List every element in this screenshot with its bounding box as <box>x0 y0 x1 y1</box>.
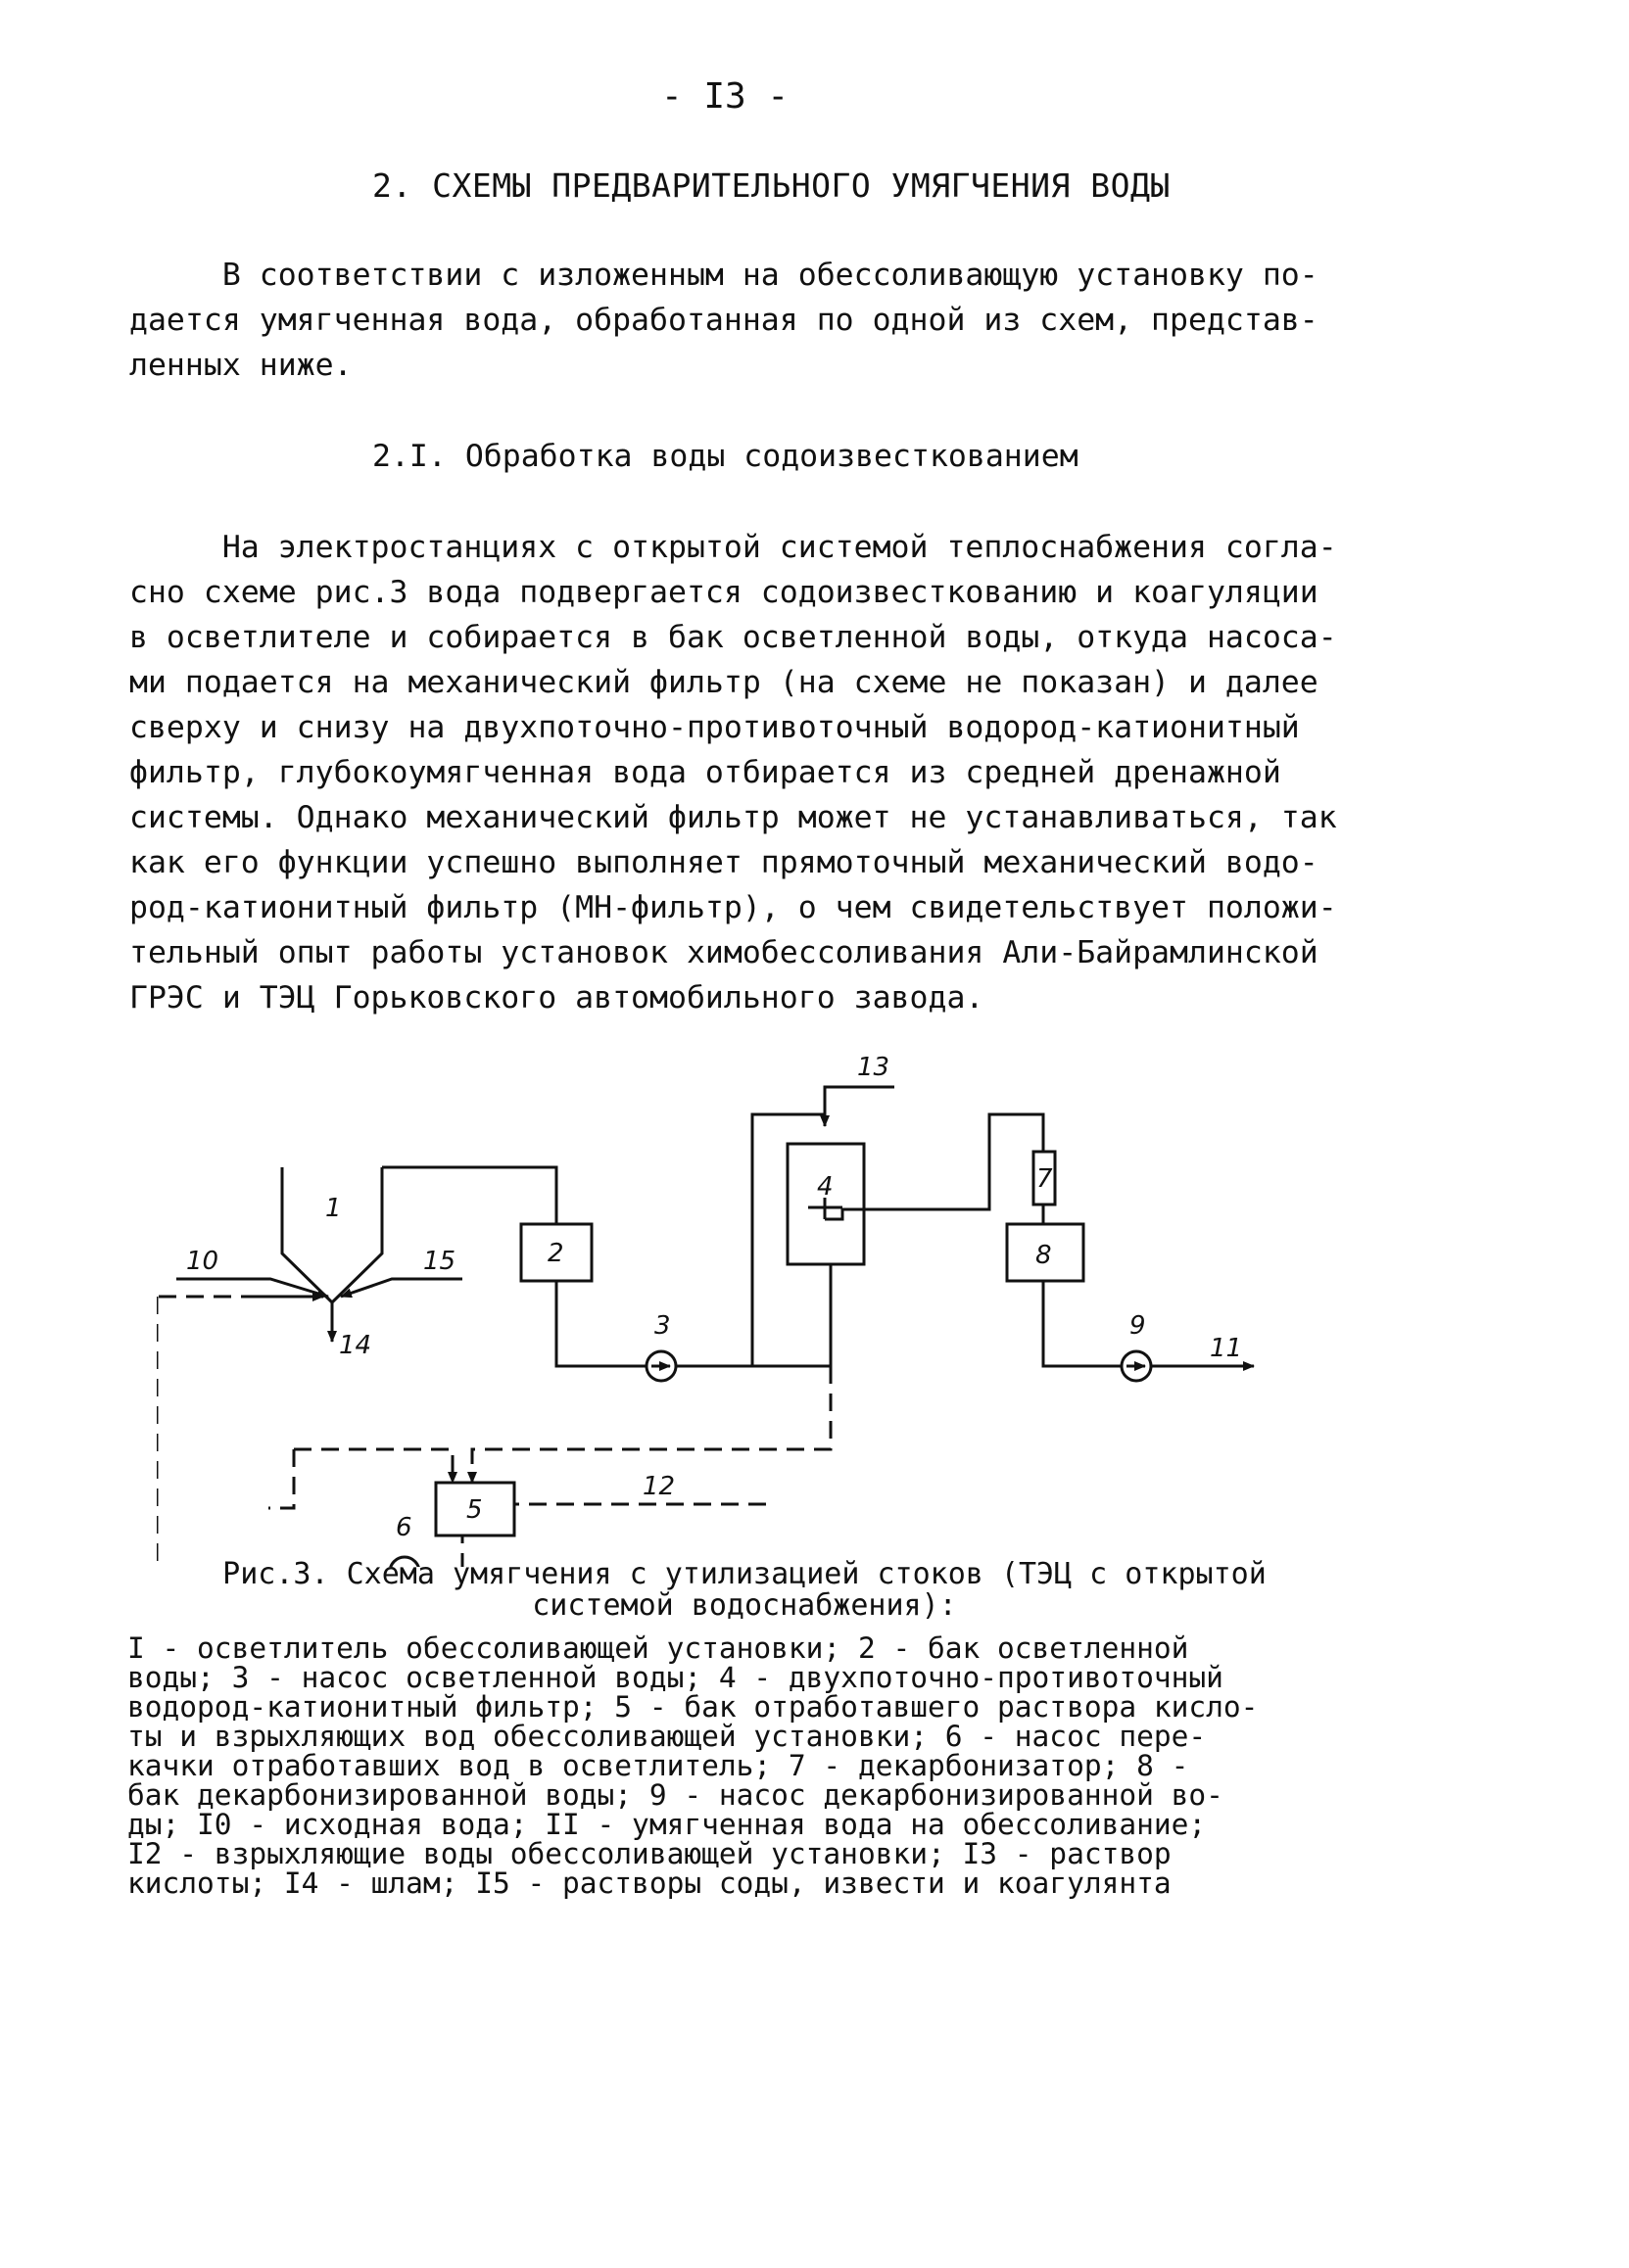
softening-scheme-diagram <box>157 1018 1283 1567</box>
body-paragraph: На электростанциях с открытой системой теплоснабжения согла- сно схеме рис.3 вода подвергается содоизвесткованию и коагуляции в осветлителе и собирается в бак осветленной воды, откуда насоса- ми подается на механический фильтр (на схеме не показан) и далее сверху и снизу на двухпоточно-противоточный водород-катионитный фильтр, глубокоумягченная вода отбирается из средней дренажной системы. Однако механический фильтр может не устанавливаться, так как его функции успешно выполняет прямоточный механический водо- род-катионитный фильтр (МН-фильтр), о чем свидетельствует положи- тельный опыт работы установок химобессоливания Али-Байрамлинской ГРЭС и ТЭЦ Горьковского автомобильного завода. <box>129 530 1337 1016</box>
label-15: 15 <box>423 1247 456 1276</box>
figure-caption: Рис.3. Схема умягчения с утилизацией стоков (ТЭЦ с открытой системой водоснабжения): <box>222 1557 1267 1623</box>
label-3: 3 <box>654 1311 671 1341</box>
label-1: 1 <box>325 1194 342 1223</box>
section-title: 2. СХЕМЫ ПРЕДВАРИТЕЛЬНОГО УМЯГЧЕНИЯ ВОДЫ <box>372 166 1171 205</box>
label-8: 8 <box>1035 1241 1052 1270</box>
label-9: 9 <box>1129 1311 1146 1341</box>
label-11: 11 <box>1210 1334 1243 1363</box>
label-6: 6 <box>396 1513 412 1542</box>
label-10: 10 <box>186 1247 219 1276</box>
label-13: 13 <box>857 1053 890 1082</box>
label-2: 2 <box>548 1239 564 1268</box>
label-14: 14 <box>339 1331 372 1360</box>
intro-paragraph: В соответствии с изложенным на обессоливающую установку по- дается умягченная вода, обработанная по одной из схем, представ- ленных ниже. <box>129 258 1318 383</box>
page-number: - I3 - <box>660 76 790 117</box>
subsection-title: 2.I. Обработка воды содоизвесткованием <box>372 439 1078 474</box>
clarifier-1 <box>282 1167 382 1302</box>
label-5: 5 <box>466 1495 483 1525</box>
label-4: 4 <box>817 1172 834 1202</box>
label-7: 7 <box>1036 1164 1053 1194</box>
label-12: 12 <box>643 1472 676 1501</box>
figure-legend: I - осветлитель обессоливающей установки; 2 - бак осветленной воды; 3 - насос осветленной воды; 4 - двухпоточно-противоточный водород-катионитный фильтр; 5 - бак отработавшего раствора кисло- ты и взрыхляющих вод обессоливающей установки; 6 - насос пере- качки отработавших вод в осветлитель; 7 - декарбонизатор; 8 - бак декарбонизированной воды; 9 - насос декарбонизированной во- ды; I0 - исходная вода; II - умягченная вода на обессоливание; I2 - взрыхляющие воды обессоливающей установки; I3 - раствор кислоты; I4 - шлам; I5 - растворы соды, извести и коагулянта <box>127 1631 1259 1900</box>
